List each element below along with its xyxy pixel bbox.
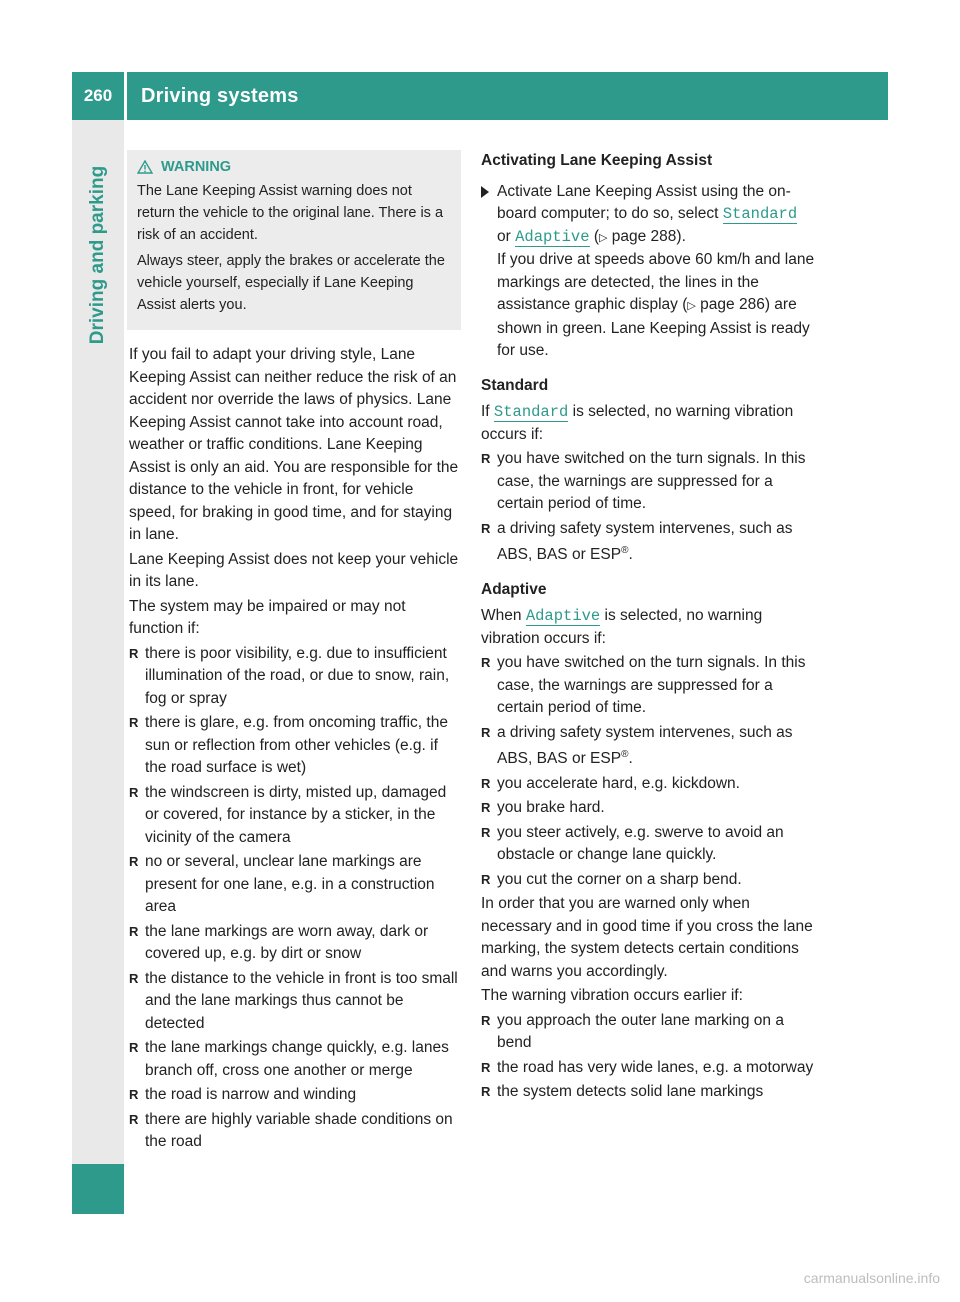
- bullet-icon: R: [481, 1012, 491, 1028]
- bullet-icon: R: [129, 1040, 139, 1055]
- side-tab-label: Driving and parking: [87, 165, 108, 345]
- triangle-right-icon: ▷: [598, 231, 608, 244]
- list-item-text: a driving safety system intervenes, such as ABS, BAS or ESP: [497, 519, 793, 564]
- list-item: [481, 1057, 815, 1080]
- list-item-text: the lane markings are worn away, dark or covered up, e.g. by dirt or snow: [145, 922, 429, 962]
- bullet-icon: R: [481, 824, 491, 840]
- list-item: [129, 712, 461, 780]
- registered-mark: ®: [621, 545, 629, 556]
- bullet-icon: R: [481, 871, 491, 887]
- list-item-text: you have switched on the turn signals. In this case, the warnings are suppressed for a certain period of time.: [497, 450, 806, 512]
- bullet-icon: R: [481, 451, 491, 466]
- list-item-text: the lane markings change quickly, e.g. lanes branch off, cross one another or merge: [145, 1039, 449, 1079]
- list-item-text: there is glare, e.g. from oncoming traffic, the sun or reflection from other vehicles (e.g. if the road surface is wet): [145, 714, 448, 776]
- page-number-text: 260: [83, 86, 113, 105]
- list-item: [129, 1109, 461, 1154]
- list-item: [129, 1037, 461, 1082]
- paragraph-earlier: The warning vibration occurs earlier if:: [481, 987, 743, 1005]
- option-adaptive: Adaptive: [525, 607, 601, 626]
- list-item: [481, 518, 815, 567]
- heading-standard: Standard: [481, 376, 549, 394]
- bullet-icon: R: [129, 1111, 139, 1127]
- list-item-text: there are highly variable shade conditions on the road: [145, 1110, 453, 1150]
- period: .: [628, 546, 633, 564]
- bullet-icon: R: [481, 655, 491, 671]
- list-item-text: you accelerate hard, e.g. kickdown.: [497, 774, 740, 792]
- list-item-text: a driving safety system intervenes, such as ABS, BAS or ESP: [497, 723, 793, 768]
- list-item: [129, 921, 461, 966]
- intro-text: is selected, no warning vibration occurs if:: [481, 403, 794, 443]
- standard-list: [481, 448, 815, 567]
- bullet-icon: R: [481, 1084, 491, 1100]
- list-item-text: you brake hard.: [497, 799, 605, 817]
- list-item: [481, 822, 815, 867]
- list-item: [481, 448, 815, 516]
- step-text: (: [589, 227, 599, 245]
- warning-heading: [137, 156, 451, 178]
- watermark: carmanualsonline.info: [803, 1270, 940, 1286]
- adaptive-list: [481, 652, 815, 891]
- list-item: [481, 722, 815, 771]
- list-item: [481, 1010, 815, 1055]
- bullet-icon: R: [481, 775, 491, 791]
- list-item: [129, 851, 461, 919]
- list-item: [481, 1081, 815, 1104]
- bullet-icon: R: [481, 520, 491, 536]
- paragraph-driving-style: If you fail to adapt your driving style, Lane Keeping Assist can neither reduce the risk of an accident nor override the laws of physics. Lane Keeping Assist cannot take into account road, weather or traffic conditions. Lane Keeping Assist is only an aid. You are responsible for the distance to the vehicle in front, for vehicle speed, for braking in good time, and for staying in lane.: [129, 346, 459, 543]
- list-item-text: the windscreen is dirty, misted up, damaged or covered, for instance by a sticker, in the vicinity of the camera: [145, 783, 447, 846]
- page-number: [72, 72, 124, 120]
- list-item: [481, 869, 815, 892]
- option-adaptive: Adaptive: [515, 227, 590, 246]
- step-text: Activate Lane Keeping Assist using the on-board computer; to do so, select: [497, 182, 791, 222]
- side-tab-marker: [72, 1164, 124, 1214]
- step-text: or: [497, 227, 516, 245]
- list-item: [481, 797, 815, 820]
- page-reference[interactable]: page 288).: [607, 227, 686, 245]
- warning-text-2: Always steer, apply the brakes or accelerate the vehicle yourself, especially if Lane Keeping Assist alerts you.: [137, 253, 445, 313]
- bullet-icon: R: [129, 854, 139, 869]
- section-title: Driving systems: [141, 85, 299, 107]
- heading-activating: Activating Lane Keeping Assist: [481, 152, 713, 169]
- list-item-text: you steer actively, e.g. swerve to avoid an obstacle or change lane quickly.: [497, 823, 784, 864]
- list-item-text: the road is narrow and winding: [145, 1086, 357, 1103]
- list-item: [129, 782, 461, 850]
- option-standard: Standard: [493, 403, 569, 421]
- intro-text: When: [481, 607, 526, 625]
- triangle-right-icon: ▷: [687, 300, 696, 312]
- right-column: [481, 150, 815, 1106]
- list-item: [129, 643, 461, 711]
- bullet-icon: R: [129, 1087, 139, 1102]
- earlier-list: [481, 1010, 815, 1104]
- paragraph-warned: In order that you are warned only when necessary and in good time if you cross the lane marking, the system detects certain conditions and warns you accordingly.: [481, 895, 813, 980]
- bullet-icon: R: [481, 724, 491, 740]
- heading-adaptive: Adaptive: [481, 580, 547, 598]
- period: .: [628, 750, 633, 768]
- list-item-text: you approach the outer lane marking on a bend: [497, 1011, 784, 1052]
- warning-box: [127, 150, 461, 330]
- list-item-text: the distance to the vehicle in front is too small and the lane markings thus cannot be detected: [145, 969, 458, 1032]
- intro-text: If: [481, 403, 494, 420]
- bullet-icon: R: [129, 715, 139, 730]
- paragraph-impaired: The system may be impaired or may not function if:: [129, 597, 406, 637]
- list-item-text: no or several, unclear lane markings are present for one lane, e.g. in a construction area: [145, 853, 435, 915]
- warning-triangle-icon: [137, 160, 153, 174]
- list-item-text: you have switched on the turn signals. In this case, the warnings are suppressed for a certain period of time.: [497, 654, 806, 717]
- option-standard: Standard: [722, 205, 798, 223]
- left-column: [129, 150, 461, 1156]
- bullet-icon: R: [129, 970, 139, 986]
- bullet-icon: R: [481, 800, 491, 816]
- list-item: [129, 968, 461, 1036]
- list-item: [129, 1084, 461, 1107]
- arrow-right-icon: [481, 186, 489, 198]
- bullet-icon: R: [129, 923, 139, 939]
- list-item-text: you cut the corner on a sharp bend.: [497, 870, 742, 888]
- adaptive-intro: [481, 605, 815, 650]
- list-item-text: the system detects solid lane markings: [497, 1083, 764, 1101]
- list-item: [481, 652, 815, 720]
- list-item: [481, 773, 815, 796]
- list-item-text: the road has very wide lanes, e.g. a motorway: [497, 1058, 814, 1076]
- bullet-icon: R: [129, 645, 139, 661]
- paragraph-keep-lane: Lane Keeping Assist does not keep your vehicle in its lane.: [129, 550, 459, 590]
- registered-mark: ®: [621, 749, 629, 761]
- warning-text-1: The Lane Keeping Assist warning does not return the vehicle to the original lane. There is a risk of an accident.: [137, 183, 444, 243]
- bullet-icon: R: [481, 1059, 491, 1075]
- step-text: If you drive at speeds above 60 km/h and lane markings are detected, the lines in the assistance graphic display (: [497, 251, 815, 313]
- warning-title: WARNING: [161, 159, 232, 175]
- list-item-text: there is poor visibility, e.g. due to insufficient illumination of the road, or due to snow, rain, fog or spray: [145, 644, 450, 707]
- impairment-list: [129, 643, 461, 1154]
- standard-intro: [481, 401, 815, 446]
- page-reference[interactable]: page 286) are shown in green. Lane Keeping Assist is ready for use.: [497, 296, 810, 359]
- intro-text: is selected, no warning vibration occurs if:: [481, 607, 763, 647]
- instruction-step: [481, 181, 815, 363]
- bullet-icon: R: [129, 784, 139, 800]
